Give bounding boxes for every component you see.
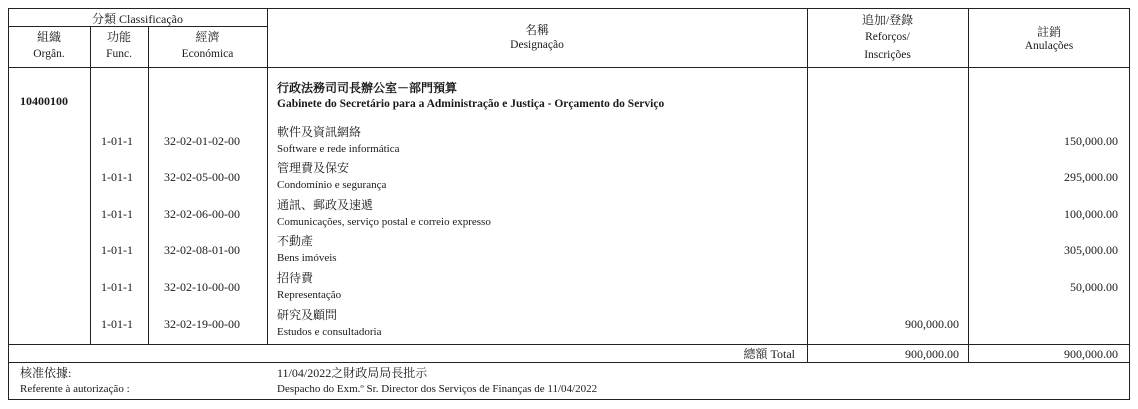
- col-divider-organ: [90, 26, 91, 344]
- organ-header-zh: 組織: [36, 30, 61, 44]
- anulacoes-header-pt: Anulações: [1024, 40, 1074, 52]
- row-name-zh: 招待費: [277, 271, 314, 285]
- row-econ: 32-02-06-00-00: [164, 207, 240, 221]
- func-header-pt: Func.: [106, 48, 132, 60]
- row-name-pt: Representação: [277, 289, 342, 301]
- classification-header: 分類 Classificação: [92, 12, 183, 26]
- row-func: 1-01-1: [101, 207, 133, 221]
- row-econ: 32-02-08-01-00: [164, 243, 240, 257]
- row-name-zh: 管理費及保安: [277, 161, 350, 175]
- header-bottom-line: [8, 67, 1130, 68]
- row-reforcos: 900,000.00: [905, 317, 959, 331]
- row-anulacoes: 305,000.00: [1064, 243, 1118, 257]
- auth-text-zh: 11/04/2022之財政局局長批示: [277, 366, 428, 380]
- row-anulacoes: 50,000.00: [1070, 280, 1118, 294]
- row-econ: 32-02-01-02-00: [164, 134, 240, 148]
- row-func: 1-01-1: [101, 243, 133, 257]
- row-name-pt: Software e rede informática: [277, 143, 400, 155]
- col-divider-func: [148, 26, 149, 344]
- anulacoes-header-zh: 註銷: [1036, 25, 1061, 39]
- header-subdivider: [8, 26, 267, 27]
- row-name-zh: 研究及顧問: [277, 308, 338, 322]
- name-header-pt: Designação: [510, 39, 564, 51]
- row-name-zh: 不動產: [277, 234, 314, 248]
- organ-header-pt: Orgân.: [33, 48, 65, 60]
- row-func: 1-01-1: [101, 280, 133, 294]
- total-top-line: [8, 344, 1130, 345]
- reforcos-header-zh: 追加/登錄: [861, 13, 914, 27]
- section-title-zh: 行政法務司司長辦公室－部門預算: [277, 81, 458, 95]
- total-reforcos: 900,000.00: [905, 347, 959, 361]
- row-name-pt: Bens imóveis: [277, 252, 337, 264]
- auth-text-pt: Despacho do Exm.º Sr. Director dos Serviços de Finanças de 11/04/2022: [277, 383, 598, 395]
- auth-label-zh: 核准依據:: [20, 366, 72, 380]
- total-label: 總額 Total: [743, 347, 795, 361]
- row-name-pt: Condomínio e segurança: [277, 179, 387, 191]
- reforcos-header-pt2: Inscrições: [864, 49, 911, 61]
- col-divider-reforcos: [968, 8, 969, 362]
- row-name-zh: 軟件及資訊網絡: [277, 125, 362, 139]
- row-econ: 32-02-10-00-00: [164, 280, 240, 294]
- name-header-zh: 名稱: [524, 23, 549, 37]
- auth-label-pt: Referente à autorização :: [20, 383, 130, 395]
- row-func: 1-01-1: [101, 170, 133, 184]
- row-name-pt: Comunicações, serviço postal e correio expresso: [277, 216, 491, 228]
- total-bottom-line: [8, 362, 1130, 363]
- row-anulacoes: 150,000.00: [1064, 134, 1118, 148]
- total-anulacoes: 900,000.00: [1064, 347, 1118, 361]
- organ-code: 10400100: [20, 94, 68, 108]
- row-anulacoes: 100,000.00: [1064, 207, 1118, 221]
- row-func: 1-01-1: [101, 134, 133, 148]
- row-name-pt: Estudos e consultadoria: [277, 326, 382, 338]
- row-econ: 32-02-05-00-00: [164, 170, 240, 184]
- row-econ: 32-02-19-00-00: [164, 317, 240, 331]
- row-func: 1-01-1: [101, 317, 133, 331]
- col-divider-econ: [267, 8, 268, 344]
- func-header-zh: 功能: [106, 30, 131, 44]
- row-anulacoes: 295,000.00: [1064, 170, 1118, 184]
- row-name-zh: 通訊、郵政及速遞: [277, 198, 374, 212]
- econ-header-zh: 經濟: [195, 30, 220, 44]
- section-title-pt: Gabinete do Secretário para a Administração e Justiça - Orçamento do Serviço: [277, 98, 665, 110]
- econ-header-pt: Económica: [181, 48, 234, 60]
- reforcos-header-pt1: Reforços/: [865, 31, 910, 43]
